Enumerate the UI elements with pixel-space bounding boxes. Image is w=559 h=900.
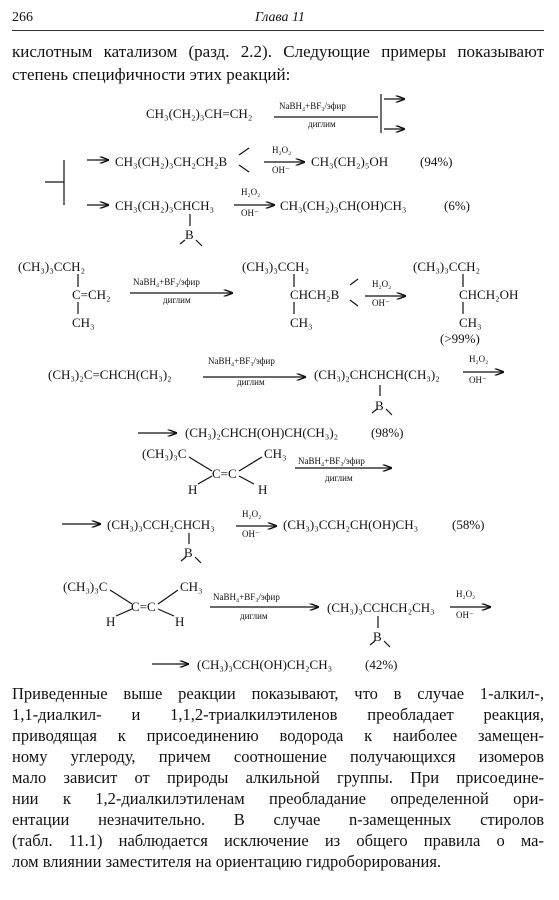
reagent-label: NaBH₄+BF₃/эфир xyxy=(298,456,365,466)
reactant-alkene: (CH₃)₂C=CHCH(CH₃)₂ xyxy=(48,367,172,382)
oxidant-label: H₂O₂ xyxy=(469,354,489,364)
base-label: OH⁻ xyxy=(272,165,290,175)
oxidant-label: H₂O₂ xyxy=(372,279,392,289)
boron-atom: B xyxy=(375,398,384,413)
solvent-label: диглим xyxy=(308,119,336,129)
alcohol-a: CH₃(CH₂)₅OH xyxy=(311,154,389,169)
b-bond xyxy=(239,148,249,155)
organoborane-a: CH₃(CH₂)₃CH₂CH₂B xyxy=(115,154,228,169)
substituent-methyl: CH₃ xyxy=(180,579,203,594)
discussion-paragraph xyxy=(12,683,544,872)
b-bond xyxy=(350,300,358,306)
base-label: OH⁻ xyxy=(241,208,259,218)
hydrogen-left: H xyxy=(106,614,116,629)
solvent-label: диглим xyxy=(240,611,268,621)
borane-top: (CH₃)₃CCH₂ xyxy=(242,259,310,274)
alcohol: (CH₃)₂CHCH(OH)CH(CH₃)₂ xyxy=(185,425,339,440)
b-bond xyxy=(350,279,358,285)
alcohol-mid: CHCH₂OH xyxy=(459,287,519,302)
borane-bottom: CH₃ xyxy=(290,315,313,330)
substituent-tbu: (CH₃)₃C xyxy=(63,579,108,594)
oxidant-label: H₂O₂ xyxy=(272,145,292,155)
oxidant-label: H₂O₂ xyxy=(456,589,476,599)
boron-atom: B xyxy=(185,227,194,242)
running-header: Глава 11 xyxy=(255,10,305,25)
hydrogen-right: H xyxy=(175,614,185,629)
reactant-hexene: CH₃(CH₂)₃CH=CH₂ xyxy=(146,106,253,121)
reagent-label: NaBH₄+BF₃/эфир xyxy=(133,277,200,287)
b-bond xyxy=(386,409,392,415)
text-line: ентации незначительно. В случае n-замещенных стиролов xyxy=(12,810,544,829)
double-bond: C=C xyxy=(212,466,237,481)
reagent-label: NaBH₄+BF₃/эфир xyxy=(213,592,280,602)
bond xyxy=(189,457,212,471)
double-bond: C=C xyxy=(131,599,156,614)
boron-atom: B xyxy=(373,629,382,644)
alcohol-b: CH₃(CH₂)₃CH(OH)CH₃ xyxy=(280,198,407,213)
solvent-label: диглим xyxy=(163,295,191,305)
organoborane: (CH₃)₂CHCHCH(CH₃)₂ xyxy=(314,367,440,382)
base-label: OH⁻ xyxy=(372,298,390,308)
yield-label: (58%) xyxy=(452,517,485,532)
text-line: ному углероду, причем соотношение получающихся изомеров xyxy=(12,747,544,766)
alcohol: (CH₃)₃CCH₂CH(OH)CH₃ xyxy=(283,517,419,532)
bond xyxy=(198,476,212,484)
reactant-top: (CH₃)₃CCH₂ xyxy=(18,259,86,274)
boron-atom: B xyxy=(184,545,193,560)
text-line: лом влиянии заместителя на ориентацию гидроборирования. xyxy=(12,852,442,871)
alcohol-bottom: CH₃ xyxy=(459,315,482,330)
yield-label: (98%) xyxy=(371,425,404,440)
base-label: OH⁻ xyxy=(456,610,474,620)
oxidant-label: H₂O₂ xyxy=(241,187,261,197)
organoborane: (CH₃)₃CCHCH₂CH₃ xyxy=(327,600,435,615)
bond xyxy=(158,590,178,604)
substituent-tbu: (CH₃)₃C xyxy=(142,446,187,461)
yield-label: (42%) xyxy=(365,657,398,672)
b-bond xyxy=(239,165,249,172)
yield-label: (>99%) xyxy=(440,331,480,346)
yield-b: (6%) xyxy=(444,198,470,213)
text-line: Приведенные выше реакции показывают, что в случае 1-алкил-, xyxy=(12,684,544,703)
borane-mid: CHCH₂B xyxy=(290,287,340,302)
bond xyxy=(116,609,132,616)
yield-a: (94%) xyxy=(420,154,453,169)
organoborane: (CH₃)₃CCH₂CHCH₃ xyxy=(107,517,215,532)
bond xyxy=(239,457,262,471)
b-bond xyxy=(196,240,202,246)
substituent-methyl: CH₃ xyxy=(264,446,287,461)
reactant-mid: C=CH₂ xyxy=(72,287,111,302)
hydrogen-left: H xyxy=(188,482,198,497)
solvent-label: диглим xyxy=(325,473,353,483)
reagent-label: NaBH₄+BF₃/эфир xyxy=(279,101,346,111)
reactant-bottom: CH₃ xyxy=(72,315,95,330)
solvent-label: диглим xyxy=(237,377,265,387)
oxidant-label: H₂O₂ xyxy=(242,509,262,519)
base-label: OH⁻ xyxy=(469,375,487,385)
b-bond xyxy=(195,557,201,563)
base-label: OH⁻ xyxy=(242,529,260,539)
reagent-label: NaBH₄+BF₃/эфир xyxy=(208,356,275,366)
hydrogen-right: H xyxy=(258,482,268,497)
text-line: приводящая к присоединению водорода к наиболее замещен- xyxy=(12,726,544,745)
text-line: 1,1-диалкил- и 1,1,2-триалкилэтиленов преобладает реакция, xyxy=(12,705,544,724)
alcohol: (CH₃)₃CCH(OH)CH₂CH₃ xyxy=(197,657,333,672)
page-number: 266 xyxy=(12,10,33,25)
text-line: мало зависит от природы алкильной группы. При присоедине- xyxy=(12,768,544,787)
bond xyxy=(158,609,174,616)
text-line: нии к 1,2-диалкилэтиленам преобладание определенной ори- xyxy=(12,789,544,808)
alcohol-top: (CH₃)₃CCH₂ xyxy=(413,259,481,274)
b-bond xyxy=(384,641,390,647)
bond xyxy=(110,590,132,604)
intro-paragraph: кислотным катализом (разд. 2.2). Следующие примеры показывают степень специфичности этих реакций: xyxy=(12,42,544,84)
text-line: (табл. 11.1) наблюдается исключение из общего правила о ма- xyxy=(12,831,544,850)
organoborane-b: CH₃(CH₂)₃CHCH₃ xyxy=(115,198,215,213)
bond xyxy=(239,476,254,484)
